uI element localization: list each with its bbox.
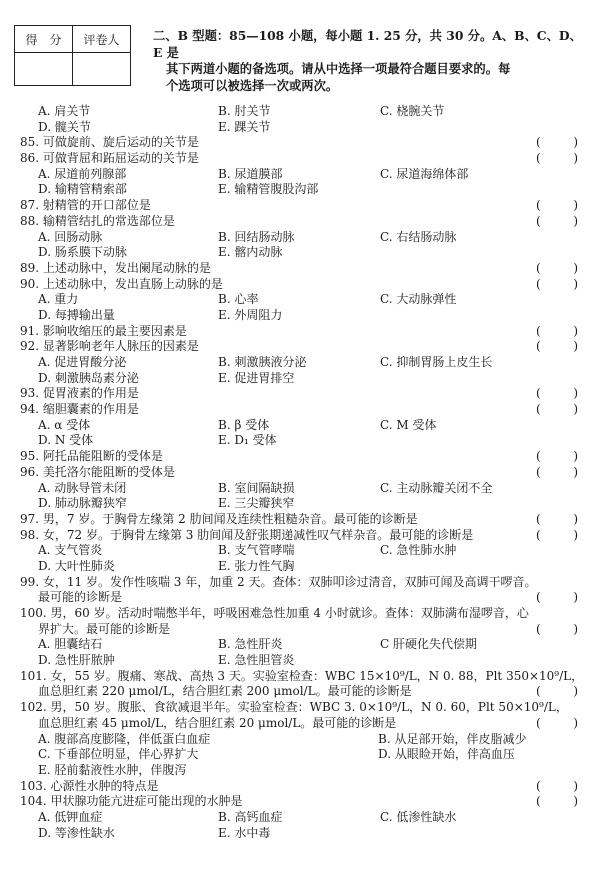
question-text: 血总胆红素 220 μmol/L，结合胆红素 200 μmol/L。最可能的诊断是: [38, 684, 412, 699]
question-text: 88. 输精管结扎的常选部位是: [20, 213, 175, 228]
question-86: 86. 可做背屈和跖屈运动的关节是 ( ): [20, 151, 578, 166]
option-row: [20, 763, 588, 779]
section-header-line2: 其下两道小题的备选项。请从中选择一项最符合题目要求的。每: [166, 61, 511, 76]
option: C. 尿道海绵体部: [380, 166, 469, 181]
option-row: [20, 481, 588, 497]
option-row: [20, 433, 588, 449]
option: A. 动脉导管未闭: [38, 480, 127, 495]
option-row: [20, 292, 588, 308]
option: C. 主动脉瓣关闭不全: [380, 480, 493, 495]
option: A. 尿道前列腺部: [38, 166, 127, 181]
option: E. 水中毒: [218, 825, 271, 840]
option: B. 尿道膜部: [218, 166, 283, 181]
option-row: [20, 371, 588, 387]
score-cell[interactable]: [15, 53, 73, 86]
question-99-cont: 最可能的诊断是 ( ): [38, 590, 578, 605]
option: E. 外周阻力: [218, 307, 283, 322]
question-89: 89. 上述动脉中，发出阑尾动脉的是 ( ): [20, 260, 578, 275]
question-87: 87. 射精管的开口部位是 ( ): [20, 198, 578, 213]
question-text: 85. 可做旋前、旋后运动的关节是: [20, 135, 199, 150]
option-row: [20, 826, 588, 842]
section-header-line3: 个选项可以被选择一次或两次。: [166, 77, 339, 93]
option: E. 三尖瓣狭窄: [218, 496, 295, 511]
question-104: 104. 甲状腺功能亢进症可能出现的水肿是 ( ): [20, 794, 578, 809]
question-88: 88. 输精管结扎的常选部位是 ( ): [20, 213, 578, 228]
question-text: 97. 男，7 岁。于胸骨左缘第 2 肋间闻及连续性粗糙杂音。最可能的诊断是: [20, 511, 418, 526]
option-row: [20, 418, 588, 434]
option: C. 桡腕关节: [380, 104, 445, 118]
option: E. 急性胆管炎: [218, 653, 295, 668]
score-table: [14, 25, 131, 86]
option-row: [20, 167, 588, 183]
question-93: 93. 促胃液素的作用是 ( ): [20, 386, 578, 401]
option: B. 肘关节: [218, 104, 271, 118]
question-103: 103. 心源性水肿的特点是 ( ): [20, 778, 578, 793]
question-100: [20, 606, 588, 622]
option-row: [20, 543, 588, 559]
option: B. 刺激胰液分泌: [218, 355, 307, 369]
question-text: 血总胆红素 45 μmol/L，结合胆红素 20 μmol/L。最可能的诊断是: [38, 715, 397, 730]
option: D. 每搏输出量: [38, 307, 115, 322]
option: D. 等渗性缺水: [38, 825, 115, 840]
question-102-cont: 血总胆红素 45 μmol/L，结合胆红素 20 μmol/L。最可能的诊断是 ( ): [38, 715, 578, 730]
question-98: 98. 女，72 岁。于胸骨左缘第 3 肋间闻及舒张期递减性叹气样杂音。最可能的诊断是 ( ): [20, 527, 578, 542]
question-95: 95. 阿托品能阻断的受体是 ( ): [20, 449, 578, 464]
question-92: 92. 显著影响老年人脉压的因素是 ( ): [20, 339, 578, 354]
option: D. 刺激胰岛素分泌: [38, 370, 139, 385]
option: E. 踝关节: [218, 119, 271, 134]
option: A. 支气管炎: [38, 543, 103, 558]
question-96: 96. 美托洛尔能阻断的受体是 ( ): [20, 464, 578, 479]
option: C. 抑制胃肠上皮生长: [380, 355, 493, 369]
question-text: 89. 上述动脉中，发出阑尾动脉的是: [20, 260, 211, 275]
option: B. 从足部开始，伴皮脂减少: [378, 731, 527, 746]
option-row: [20, 308, 588, 324]
option-row: [20, 230, 588, 246]
question-text: 104. 甲状腺功能亢进症可能出现的水肿是: [20, 794, 243, 809]
option-row: [20, 496, 588, 512]
section-header-line1: 二、B 型题：85—108 小题，每小题 1. 25 分，共 30 分。A、B、C、D、E 是: [153, 28, 582, 60]
option: C. 低渗性缺水: [380, 809, 457, 824]
option: E. D₁ 受体: [218, 433, 277, 448]
option: E. 输精管腹股沟部: [218, 182, 319, 197]
option: B. 室间隔缺损: [218, 480, 295, 495]
option-row: [20, 104, 588, 120]
option: D. 急性肝脓肿: [38, 653, 115, 668]
question-97: 97. 男，7 岁。于胸骨左缘第 2 肋间闻及连续性粗糙杂音。最可能的诊断是 ( ): [20, 511, 578, 526]
option: E. 促进胃排空: [218, 370, 295, 385]
option: C 肝硬化失代偿期: [380, 637, 477, 652]
question-text: 96. 美托洛尔能阻断的受体是: [20, 464, 175, 479]
question-102: [20, 700, 588, 716]
question-text: 99. 女，11 岁。发作性咳喘 3 年，加重 2 天。查体：双肺叩诊过清音，双肺可闻及高调干啰音。: [20, 574, 537, 589]
option: A. α 受体: [38, 417, 91, 432]
option: D. N 受体: [38, 433, 94, 448]
option: C. 右结肠动脉: [380, 229, 457, 244]
option: D. 髋关节: [38, 119, 91, 134]
option: E. 髂内动脉: [218, 245, 283, 260]
option: D. 从眼睑开始，伴高血压: [378, 747, 515, 762]
question-text: 86. 可做背屈和跖屈运动的关节是: [20, 151, 199, 166]
question-text: 93. 促胃液素的作用是: [20, 386, 139, 401]
question-99: [20, 575, 588, 591]
option: E. 张力性气胸: [218, 558, 295, 573]
question-text: 94. 缩胆囊素的作用是: [20, 402, 139, 417]
question-94: 94. 缩胆囊素的作用是 ( ): [20, 402, 578, 417]
option: E. 胫前黏液性水肿，伴腹泻: [38, 762, 187, 777]
option: B. 急性肝炎: [218, 637, 283, 652]
question-text: 95. 阿托品能阻断的受体是: [20, 449, 163, 464]
question-text: 102. 男，50 岁。腹胀、食欲减退半年。实验室检查：WBC 3. 0×10⁹/L，N 0. 60，Plt 50×10⁹/L，: [20, 700, 568, 715]
question-text: 90. 上述动脉中，发出直肠上动脉的是: [20, 276, 223, 291]
option: B. 回结肠动脉: [218, 229, 295, 244]
question-text: 103. 心源性水肿的特点是: [20, 778, 159, 793]
question-text: 界扩大。最可能的诊断是: [38, 621, 171, 636]
option: B. β 受体: [218, 417, 270, 432]
question-101: [20, 669, 588, 685]
option-row: [20, 245, 588, 261]
option: D. 输精管精索部: [38, 182, 127, 197]
question-91: 91. 影响收缩压的最主要因素是 ( ): [20, 323, 578, 338]
score-label: 得 分: [15, 26, 73, 53]
option: C. 大动脉弹性: [380, 292, 457, 307]
option: C. 下垂部位明显，伴心界扩大: [38, 747, 199, 762]
option-row: [20, 810, 588, 826]
question-85: 85. 可做旋前、旋后运动的关节是 ( ): [20, 135, 578, 150]
option-row: [20, 732, 588, 748]
option: B. 高钙血症: [218, 809, 283, 824]
option-row: [20, 120, 588, 136]
question-100-cont: 界扩大。最可能的诊断是 ( ): [38, 621, 578, 636]
option: A. 促进胃酸分泌: [38, 355, 127, 369]
question-text: 最可能的诊断是: [38, 590, 123, 605]
option: A. 肩关节: [38, 104, 91, 118]
question-text: 101. 女，55 岁。腹痛、寒战、高热 3 天。实验室检查：WBC 15×10⁹/L，N 0. 88，Plt 350×10⁹/L，: [20, 668, 584, 683]
grader-cell[interactable]: [73, 53, 131, 86]
question-101-cont: 血总胆红素 220 μmol/L，结合胆红素 200 μmol/L。最可能的诊断是 ( ): [38, 684, 578, 699]
grader-label: 评卷人: [73, 26, 131, 53]
option: C. 急性肺水肿: [380, 543, 457, 558]
question-text: 92. 显著影响老年人脉压的因素是: [20, 339, 199, 354]
question-text: 91. 影响收缩压的最主要因素是: [20, 323, 187, 338]
option: C. M 受体: [380, 417, 437, 432]
option-row: [20, 637, 588, 653]
question-90: 90. 上述动脉中，发出直肠上动脉的是 ( ): [20, 276, 578, 291]
option: A. 胆囊结石: [38, 637, 103, 652]
option-row: [20, 182, 588, 198]
option: D. 大叶性肺炎: [38, 558, 115, 573]
question-text: 98. 女，72 岁。于胸骨左缘第 3 肋间闻及舒张期递减性叹气样杂音。最可能的诊断是: [20, 527, 474, 542]
option: A. 低钾血症: [38, 809, 103, 824]
option: D. 肺动脉瓣狭窄: [38, 496, 127, 511]
option-row: [20, 559, 588, 575]
option: B. 心率: [218, 292, 259, 307]
question-text: 87. 射精管的开口部位是: [20, 198, 151, 213]
question-list: [20, 104, 588, 841]
option-row: [20, 653, 588, 669]
option-row: [20, 747, 588, 763]
option: B. 支气管哮喘: [218, 543, 295, 558]
question-text: 100. 男，60 岁。活动时喘憋半年，呼吸困难急性加重 4 小时就诊。查体：双肺满布湿啰音，心: [20, 606, 529, 620]
option: A. 回肠动脉: [38, 229, 103, 244]
option: D. 肠系膜下动脉: [38, 245, 127, 260]
option: A. 重力: [38, 292, 79, 307]
option: A. 腹部高度膨隆，伴低蛋白血症: [38, 731, 211, 746]
section-header: [153, 28, 588, 94]
option-row: [20, 355, 588, 371]
